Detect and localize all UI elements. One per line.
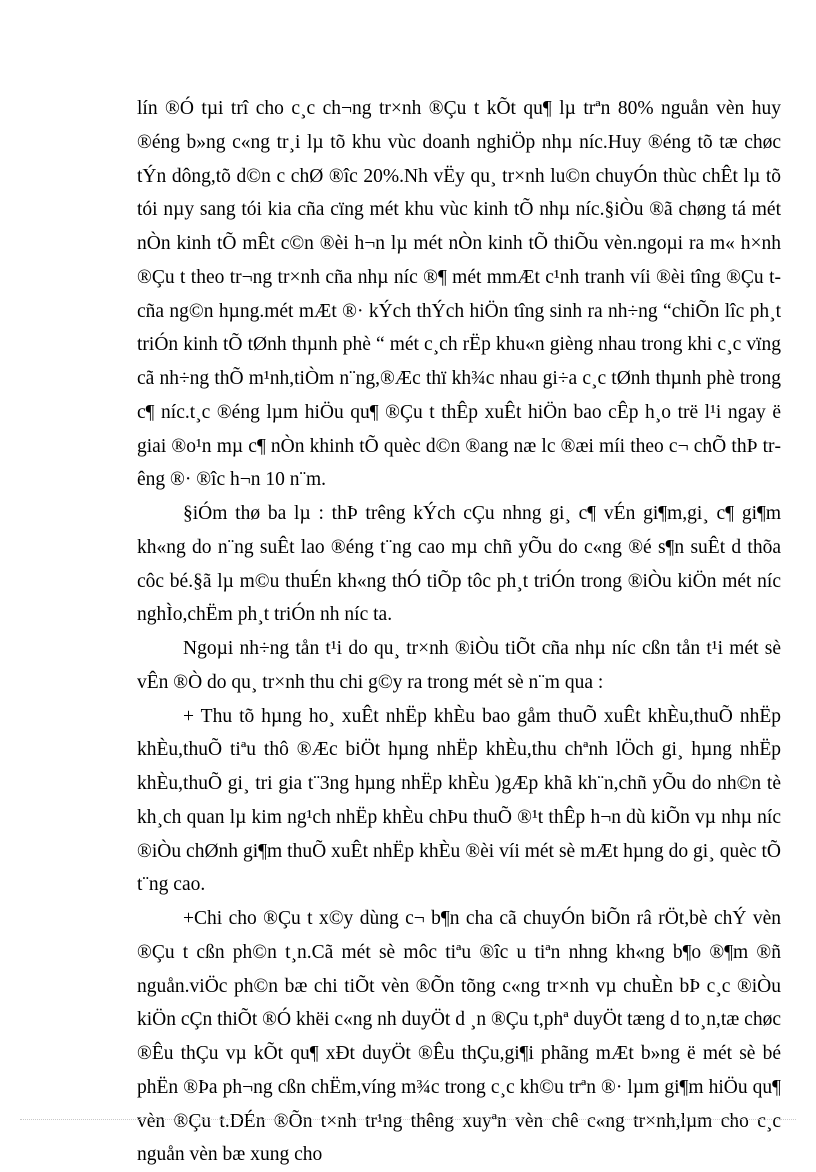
text-line: kÝch thÝch hiÖn tîng sinh ra nh÷ng “chiÕn lîc ph¸t triÓn kinh tÕ tØnh xyxy=(137,300,782,356)
text-line: hµng nhËp khÈu,thuÕ gi¸ tri gia t¨3ng hµng nhËp khÈu )gÆp khã kh¨n,chñ xyxy=(137,739,781,794)
text-line: ë giai ®o¹n mµ c¶ nÒn khinh tÕ quèc d©n ®ang næ lc ®æi míi theo c¬ xyxy=(137,401,781,457)
text-line: thÕ m¹nh,tiÒm n¨ng,®Æc thï kh¾c nhau gi÷a c¸c tØnh thµnh phè trong c¶ xyxy=(137,368,781,423)
text-line: mét sè mÆt hµng do gi¸ quèc tÕ t¨ng cao. xyxy=(137,840,781,896)
text-line: +Chi cho ®Çu t x©y dùng c¬ b¶n cha cã chuyÓn biÕn râ rÖt,bè xyxy=(183,908,708,929)
paragraph xyxy=(137,497,781,632)
text-line: mét sè vÊn ®Ò do qu¸ tr×nh thu chi g©y ra trong mét sè n¨m qua : xyxy=(137,638,781,693)
text-line: nhËp khÈu,thuÕ tiªu thô ®Æc biÖt hµng nhËp khÈu,thu chªnh lÖch gi¸ xyxy=(137,705,781,761)
text-line: h¬n dù kiÕn vµ nhµ níc ®iÒu chØnh gi¶m thuÕ xuÊt nhËp khÈu ®èi víi xyxy=(137,806,782,862)
text-line: Ngoµi nh÷ng tån t¹i do qu¸ tr×nh ®iÒu tiÕt cña nhµ níc cßn tån t¹i xyxy=(183,638,724,659)
text-line: m¾c trong c¸c kh©u trªn ®· lµm gi¶m hiÖu qu¶ vèn ®Çu t.DÉn ®Õn t×nh xyxy=(137,1076,782,1132)
paragraph xyxy=(137,700,781,903)
text-line: nhµ níc.§iÒu ®ã chøng tá mét nÒn kinh tÕ mÊt c©n ®èi h¬n lµ mét nÒn xyxy=(137,199,782,254)
text-line: chÕ thÞ trêng ®· ®îc h¬n 10 n¨m. xyxy=(137,435,781,491)
text-line: thµnh phè “ mét c¸ch rËp khu«n gièng nhau trong khi c¸c vïng cã nh÷ng xyxy=(137,334,781,389)
text-line: §iÓm thø ba lµ : thÞ trêng kÝch cÇu nhng gi¸ c¶ vÉn gi¶m,gi¸ c¶ xyxy=(183,503,735,524)
text-line: níc.t¸c ®éng lµm hiÖu qu¶ ®Çu t thÊp xuÊt hiÖn bao cÊp h¸o trë l¹i ngay xyxy=(161,401,766,423)
document-body xyxy=(137,92,781,1172)
text-line: b¶o ®¶m ®ñ nguån.viÖc ph©n bæ chi tiÕt vèn ®Õn tõng c«ng tr×nh vµ xyxy=(137,941,781,997)
text-line: chuyÓn thùc chÊt lµ tõ tói nµy sang tói kia cña cïng mét khu vùc kinh tÕ xyxy=(137,165,782,221)
paragraph xyxy=(137,632,781,700)
text-line: chuÈn bÞ c¸c ®iÒu kiÖn cÇn thiÕt ®Ó khëi c«ng nh duyÖt d ¸n ®Çu xyxy=(137,975,782,1031)
text-line: suÊt d thõa côc bé.§ã lµ m©u thuÉn kh«ng thÓ tiÕp tôc ph¸t triÓn trong xyxy=(137,536,782,592)
text-line: t,phª duyÖt tæng d to¸n,tæ chøc ®Êu thÇu vµ kÕt qu¶ xÐt duyÖt ®Êu xyxy=(137,1009,781,1064)
text-line: tr¹ng thêng xuyªn vèn chê c«ng tr×nh,lµm cho c¸c nguån vèn bæ xung cho xyxy=(137,1110,782,1166)
paragraph xyxy=(137,92,781,497)
text-line: ®¶ mét mmÆt c¹nh tranh víi ®èi tîng ®Çu t cña ng©n hµng.mét mÆt ®· xyxy=(137,266,781,322)
paragraph xyxy=(137,902,781,1172)
page-bottom-divider xyxy=(20,1119,796,1120)
text-line: tæ chøc tÝn dông,tõ d©n c chØ ®îc 20%.Nh vËy qu¸ tr×nh lu©n xyxy=(137,131,782,187)
text-line: huy ®éng b»ng c«ng tr¸i lµ tõ khu vùc doanh nghiÖp nhµ níc.Huy ®éng tõ xyxy=(137,98,782,153)
text-line: thÇu,gi¶i phãng mÆt b»ng ë mét sè bé phËn ®Þa ph¬ng cßn chËm,víng xyxy=(137,1043,782,1098)
text-line: + Thu tõ hµng ho¸ xuÊt nhËp khÈu bao gåm thuÕ xuÊt khÈu,thuÕ xyxy=(183,705,733,727)
text-line: chÝ vèn ®Çu t cßn ph©n t¸n.Cã mét sè môc tiªu ®îc u tiªn nhng kh«ng xyxy=(137,908,781,963)
text-line: gi¶m kh«ng do n¨ng suÊt lao ®éng t¨ng cao mµ chñ yÕu do c«ng ®é s¶n xyxy=(137,503,782,558)
text-line: yÕu do nh©n tè kh¸ch quan lµ kim ng¹ch nhËp khÈu chÞu thuÕ ®¹t thÊp xyxy=(137,773,781,828)
text-line: kinh tÕ thiÕu vèn.ngoµi ra m« h×nh ®Çu t theo tr¬ng tr×nh cña nhµ níc xyxy=(137,233,781,288)
text-line: lín ®Ó tµi trî cho c¸c ch¬ng tr×nh ®Çu t kÕt qu¶ lµ trªn 80% nguån vèn xyxy=(137,98,745,119)
text-line: ®iÒu kiÖn mét níc nghÌo,chËm ph¸t triÓn nh níc ta. xyxy=(137,570,782,626)
